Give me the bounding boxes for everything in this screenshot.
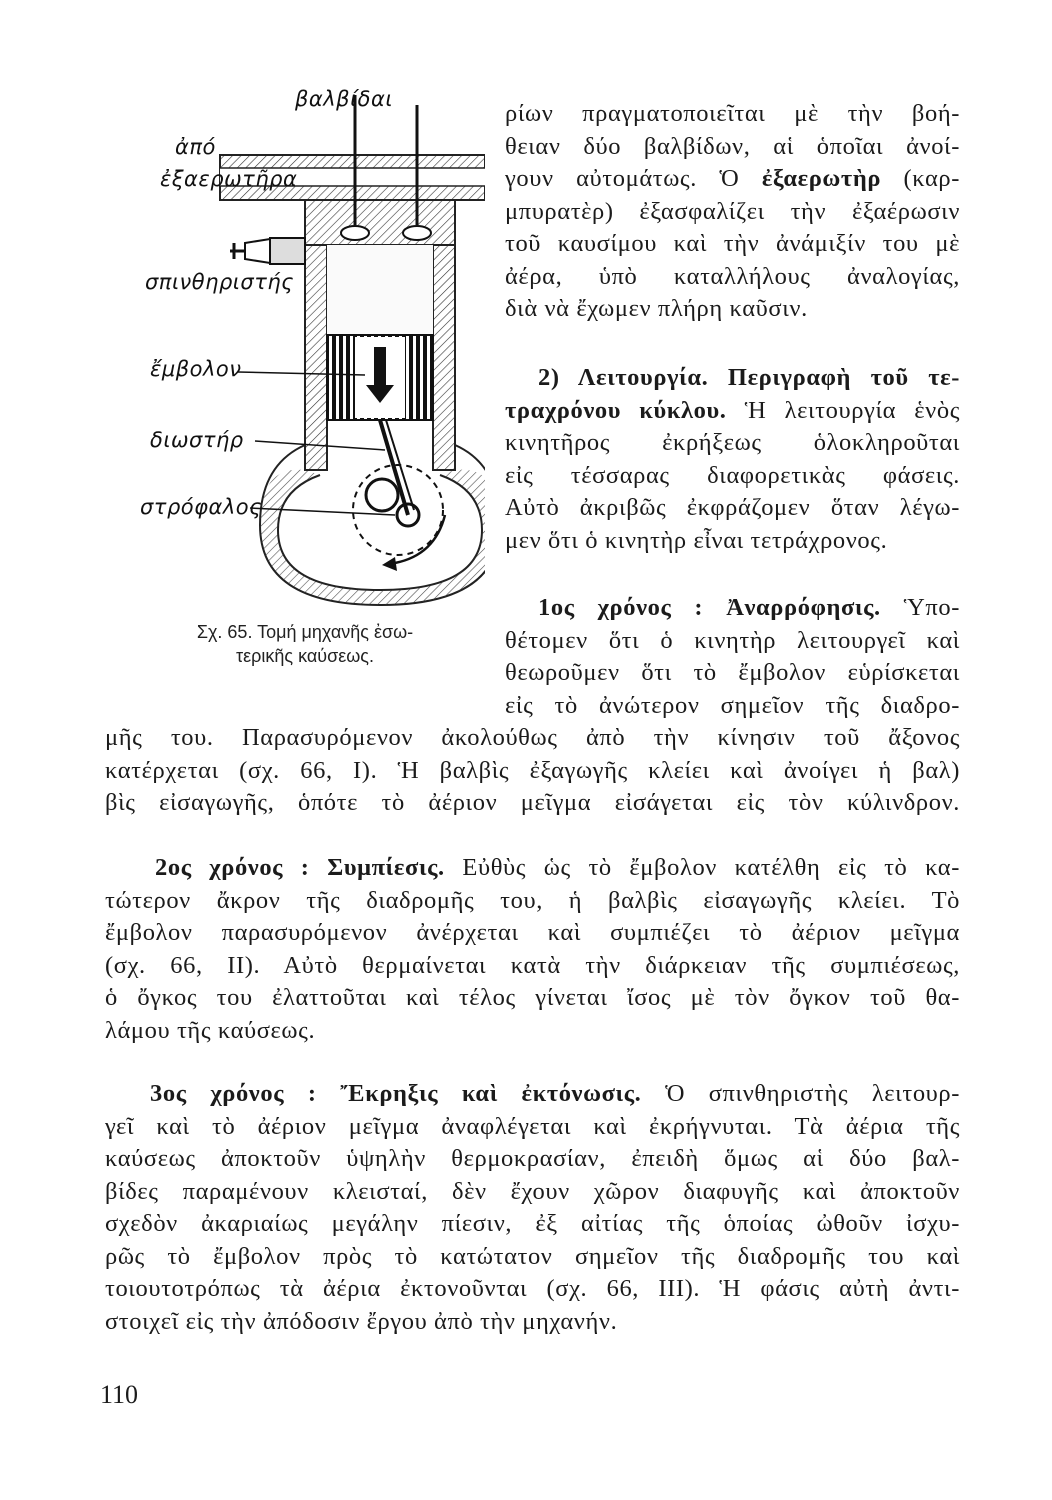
stroke-heading: 2ος χρόνος : Συμπίεσις. xyxy=(155,854,445,881)
figure-caption-line: τερικῆς καύσεως. xyxy=(236,646,374,666)
text-run: γουν αὐτομάτως. Ὁ xyxy=(505,165,762,192)
text-line: ρίων πραγματοποιεῖται μὲ τὴν βοή- xyxy=(505,100,960,127)
stroke-1-paragraph-bottom xyxy=(105,722,960,820)
text-line: θέτομεν ὅτι ὁ κινητὴρ λειτουργεῖ καὶ xyxy=(505,626,960,654)
text-line: εἰς τέσσαρας διαφορετικὰς φάσεις. xyxy=(505,461,960,489)
label-piston: ἔμβολον xyxy=(150,357,242,381)
text-line: κινητῆρος ἐκρήξεως ὁλοκληροῦται xyxy=(505,429,960,456)
stroke-1-paragraph-top xyxy=(505,592,960,722)
section-2-paragraph xyxy=(505,362,960,557)
text-line: τοιουτοτρόπως τὰ ἀέρια ἐκτονοῦνται (σχ. 66, ΙΙΙ). Ἡ φάσις αὐτὴ ἀντι- xyxy=(105,1275,960,1302)
text-line xyxy=(505,395,960,428)
text-line: ἔμβολον παρασυρόμενον ἀνέρχεται καὶ συμπιέζει τὸ ἀέριον μεῖγμα xyxy=(105,919,960,946)
text-line: μῆς του. Παρασυρόμενον ἀκολούθως ἀπὸ τὴν κίνησιν τοῦ ἄξονος xyxy=(105,724,960,751)
text-line: βὶς εἰσαγωγῆς, ὁπότε τὸ ἀέριον μεῖγμα εἰσάγεται εἰς τὸν κύλινδρον. xyxy=(105,789,960,816)
text-line: Αὐτὸ ἀκριβῶς ἐκφράζομεν ὅταν λέγω- xyxy=(505,494,960,521)
crankshaft-axis xyxy=(366,479,398,511)
text-line: κατέρχεται (σχ. 66, Ι). Ἡ βαλβὶς ἐξαγωγῆς κλείει καὶ ἀνοίγει ἡ βαλ) xyxy=(105,756,960,784)
text-line: θειαν δύο βαλβίδων, αἱ ὁποῖαι ἀνοί- xyxy=(505,132,960,160)
cylinder-head xyxy=(305,200,455,245)
text-run: Ἡ λειτουργία ἑνὸς xyxy=(726,396,960,424)
text-line: τώτερον ἄκρον τῆς διαδρομῆς του, ἡ βαλβὶς εἰσαγωγῆς κλείει. Τὸ xyxy=(105,886,960,914)
text-line xyxy=(105,1078,960,1111)
stroke-heading: 3ος χρόνος : Ἔκρηξις καὶ ἐκτόνωσις. xyxy=(150,1080,642,1107)
text-run: Ὑπο- xyxy=(880,594,960,621)
label-spark-plug: σπινθηριστής xyxy=(145,270,294,294)
stroke-2-paragraph xyxy=(105,852,960,1047)
engine-cross-section-figure xyxy=(140,85,485,615)
section-heading: 2) Λειτουργία. Περιγραφὴ τοῦ τε- xyxy=(538,364,960,391)
valve-head-left xyxy=(341,226,369,240)
text-run: Εὐθὺς ὡς τὸ ἔμβολον κατέλθη εἰς τὸ κα- xyxy=(444,854,960,881)
label-crank: στρόφαλος xyxy=(140,495,262,519)
spark-plug-graphic xyxy=(230,238,305,264)
text-line: θεωροῦμεν ὅτι τὸ ἔμβολον εὑρίσκεται xyxy=(505,659,960,686)
text-line: τοῦ καυσίμου καὶ τὴν ἀνάμιξίν του μὲ xyxy=(505,230,960,257)
text-line: ἀέρα, ὑπὸ καταλλήλους ἀναλογίας, xyxy=(505,262,960,290)
text-line xyxy=(105,852,960,885)
label-connecting-rod: διωστήρ xyxy=(150,428,244,452)
text-line: λάμου τῆς καύσεως. xyxy=(105,1016,316,1044)
valve-head-right xyxy=(403,226,431,240)
engine-diagram xyxy=(150,85,485,615)
text-line: ρῶς τὸ ἔμβολον πρὸς τὸ κατώτατον σημεῖον τῆς διαδρομῆς του καὶ xyxy=(105,1242,960,1270)
cylinder-wall-right xyxy=(433,245,455,470)
text-run: (καρ- xyxy=(881,165,960,192)
text-line xyxy=(505,592,960,625)
text-line: μπυρατὲρ) ἐξασφαλίζει τὴν ἐξαέρωσιν xyxy=(505,197,960,225)
figure-caption xyxy=(130,620,480,668)
text-line: στοιχεῖ εἰς τὴν ἀπόδοσιν ἔργου ἀπὸ τὴν μηχανήν. xyxy=(105,1307,618,1335)
cylinder-wall-left xyxy=(305,245,327,470)
text-line xyxy=(505,163,960,196)
text-line: εἰς τὸ ἀνώτερον σημεῖον τῆς διαδρο- xyxy=(505,691,960,719)
bold-term: ἐξαερωτὴρ xyxy=(761,165,882,192)
label-valves: βαλβίδαι xyxy=(295,87,393,111)
text-run: Ὁ σπινθηριστὴς λειτουρ- xyxy=(641,1080,960,1107)
text-line: (σχ. 66, ΙΙ). Αὐτὸ θερμαίνεται κατὰ τὴν διάρκειαν τῆς συμπιέσεως, xyxy=(105,951,960,979)
text-line: διὰ νὰ ἔχωμεν πλήρη καῦσιν. xyxy=(505,295,808,322)
text-line: βίδες παραμένουν κλεισταί, δὲν ἔχουν χῶρον διαφυγῆς καὶ ἀποκτοῦν xyxy=(105,1177,960,1205)
figure-caption-line: Σχ. 65. Τομή μηχανῆς ἐσω- xyxy=(196,622,414,642)
text-line: ὁ ὄγκος του ἐλαττοῦται καὶ τέλος γίνεται ἴσος μὲ τὸν ὄγκον τοῦ θα- xyxy=(105,984,960,1011)
section-heading-cont: τραχρόνου κύκλου. xyxy=(505,396,727,424)
label-carb-top: ἀπό xyxy=(175,135,216,159)
label-carb-bottom: ἐξαερωτῆρα xyxy=(160,167,298,191)
page-number: 110 xyxy=(100,1380,139,1409)
text-line: σχεδὸν ἀκαριαίως μεγάλην πίεσιν, ἐξ αἰτίας τῆς ὁποίας ὠθοῦν ἰσχυ- xyxy=(105,1210,960,1237)
stroke-3-paragraph xyxy=(105,1078,960,1338)
stroke-heading: 1ος χρόνος : Ἀναρρόφησις. xyxy=(538,594,881,621)
text-line: καύσεως ἀποκτοῦν ὑψηλὴν θερμοκρασίαν, ἐπειδὴ ὅμως αἱ δύο βαλ- xyxy=(105,1145,960,1172)
text-line: μεν ὅτι ὁ κινητὴρ εἶναι τετράχρονος. xyxy=(505,526,888,554)
intro-paragraph xyxy=(505,98,960,326)
text-line: γεῖ καὶ τὸ ἀέριον μεῖγμα ἀναφλέγεται καὶ ἐκρήγνυται. Τὰ ἀέρια τῆς xyxy=(105,1112,960,1140)
